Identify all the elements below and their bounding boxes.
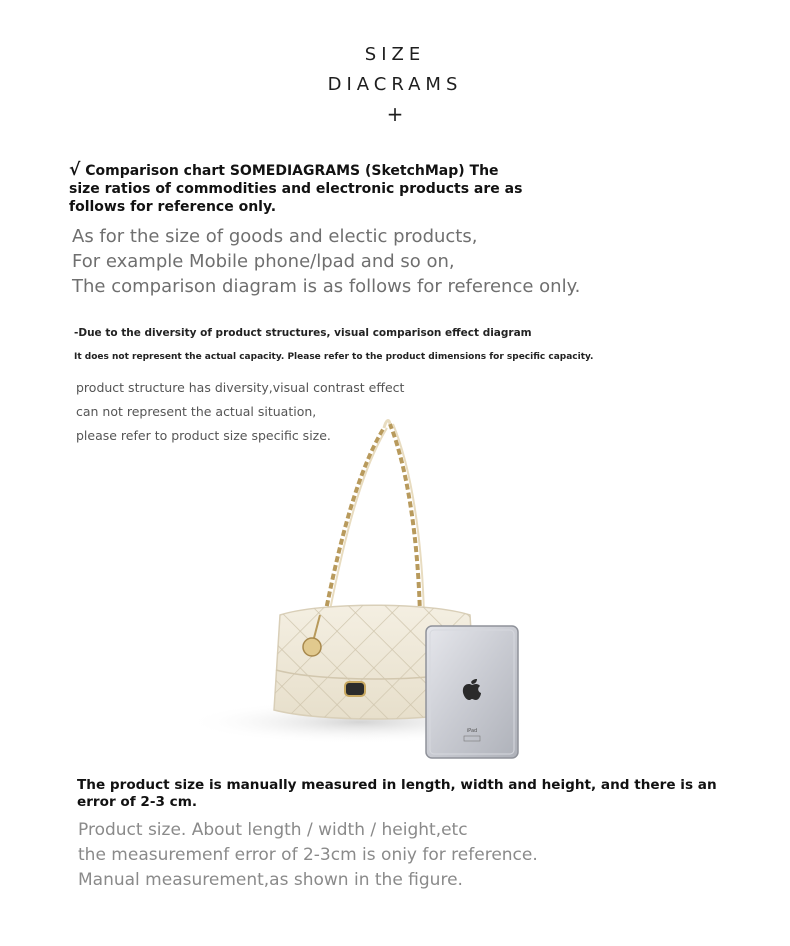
title-line-diagrams: DIACRAMS bbox=[327, 74, 463, 95]
intro-bold-text bbox=[69, 161, 522, 216]
intro-bold-line-3: follows for reference only. bbox=[69, 199, 277, 215]
intro-gray-text bbox=[72, 224, 580, 299]
intro-gray-line-2: For example Mobile phone/lpad and so on, bbox=[72, 251, 455, 272]
ipad-device bbox=[426, 626, 518, 758]
note-line-1: product structure has diversity,visual contrast effect bbox=[76, 380, 405, 395]
intro-bold-line-1: Comparison chart SOMEDIAGRAMS (SketchMap) The bbox=[85, 163, 499, 179]
footer-bold-line-1: The product size is manually measured in length, width and height, and there is an bbox=[77, 777, 717, 793]
product-comparison-image bbox=[190, 410, 550, 780]
charm-icon bbox=[303, 638, 321, 656]
note-line-3: please refer to product size specific size. bbox=[76, 428, 331, 443]
intro-gray-line-1: As for the size of goods and electic products, bbox=[72, 226, 478, 247]
footer-bold-line-2: error of 2-3 cm. bbox=[77, 794, 198, 810]
note-small-line-1: -Due to the diversity of product structures, visual comparison effect diagram bbox=[74, 327, 532, 339]
intro-bold-line-2: size ratios of commodities and electronic products are as bbox=[69, 181, 523, 197]
title-line-size: SIZE bbox=[364, 44, 426, 65]
footer-bold-text bbox=[77, 777, 717, 811]
note-small-line-2: It does not represent the actual capacity. Please refer to the product dimensions for specific capacity. bbox=[74, 352, 594, 362]
clasp-icon bbox=[345, 682, 365, 696]
intro-gray-line-3: The comparison diagram is as follows for reference only. bbox=[72, 276, 581, 297]
note-line-2: can not represent the actual situation, bbox=[76, 404, 317, 419]
footer-gray-line-2: the measuremenf error of 2-3cm is oniy for reference. bbox=[78, 845, 538, 865]
check-icon: √ bbox=[69, 160, 81, 180]
ipad-label: iPad bbox=[466, 728, 478, 734]
plus-mark: + bbox=[386, 102, 404, 126]
footer-gray-line-3: Manual measurement,as shown in the figure. bbox=[78, 870, 463, 890]
footer-gray-line-1: Product size. About length / width / height,etc bbox=[78, 820, 468, 840]
footer-gray-text bbox=[78, 818, 538, 893]
chain-strap bbox=[325, 421, 424, 615]
